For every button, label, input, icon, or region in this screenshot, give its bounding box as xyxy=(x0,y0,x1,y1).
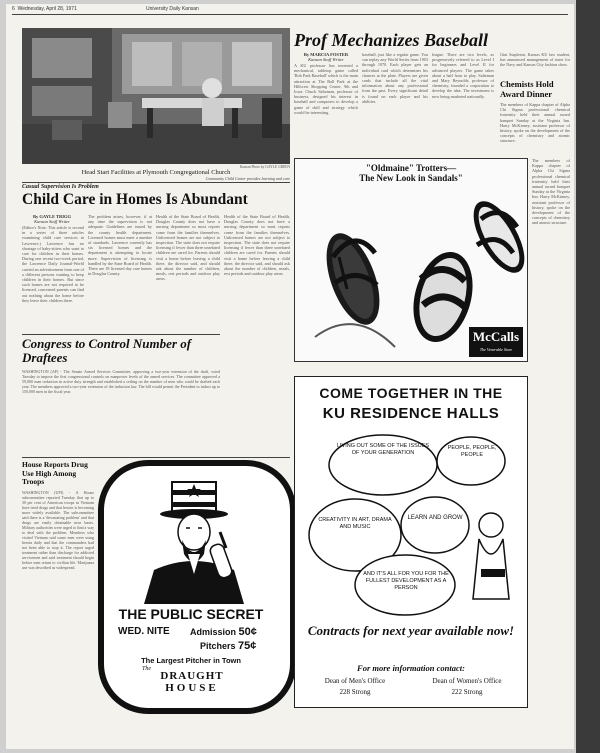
ku-bubble-4: LEARN AND GROW xyxy=(407,515,463,521)
pitchers-label: Pitchers xyxy=(200,641,236,651)
photo-illustration xyxy=(22,28,290,164)
public-secret-headline: THE PUBLIC SECRET xyxy=(118,606,264,622)
sandal-title-line2: The New Look in Sandals" xyxy=(359,173,463,183)
ku-bubble-2: PEOPLE, PEOPLE, PEOPLE xyxy=(447,445,497,458)
congress-body: WASHINGTON (AP) - The Senate Armed Services Committee, approving a two-year extension of the draft, voted Tuesday to impose the first congressional controls on manpower levels of the armed services. The committee approved a 59,000 man reduction in active duty strength and established a ceiling on the number of men who could be drafted each year. The members approved a two-year extension of the induction law. The bill would permit the President to induct up to 150,000 men in the fiscal year. xyxy=(22,369,220,394)
folio-paper: University Daily Kansan xyxy=(146,6,199,12)
drug-headline: House Reports Drug Use High Among Troops xyxy=(22,460,88,486)
wed-nite-label: WED. NITE xyxy=(118,626,170,637)
admission-price: 50¢ xyxy=(238,626,257,638)
child-care-column-3: Health of the State Board of Health, Douglas County does not have a nursing department so most reports come from the families themselves. Unlicensed homes are not subject to inspection. The state does not require licensing if fewer than three unrelated children are cared for. Parents should visit a home before leaving a child there, the director said, and should ask about the number of children, meals, rest periods and outdoor play areas. xyxy=(156,214,220,282)
photo-caption: Head Start Facilities at Plymouth Congregational Church xyxy=(81,169,231,176)
pitcher-tagline: The Largest Pitcher in Town xyxy=(141,656,241,665)
child-care-headline: Child Care in Homes Is Abundant xyxy=(22,191,248,208)
draught-house-logo xyxy=(132,666,252,696)
ku-bubble-3: CREATIVITY IN ART, DRAMA AND MUSIC xyxy=(318,517,392,530)
child-care-rule xyxy=(22,334,220,335)
child-care-byline-role: Kansan Staff Writer xyxy=(34,219,70,224)
baseball-byline: By MARCIA FOSTER xyxy=(303,52,349,57)
ku-more-info: For more information contact: xyxy=(357,663,465,673)
sandal-ad xyxy=(294,158,528,362)
award-body: The members of Kappa chapter of Alpha Chi Sigma professional chemical fraternity held their annual award banquet Sunday at the Virginia Inn. Harry McKinney, assistant professor of history, spoke on the development of the concepts of chemistry and atomic structure. xyxy=(500,102,570,144)
mccalls-logo xyxy=(469,327,523,357)
child-care-kicker: Casual Supervision Is Problem xyxy=(22,184,99,190)
baseball-column-1: A KU professor has invented a mechanical, tabletop game called 'Bob Park Baseball' which is the main attraction at The Ball Park at the Hillcrest Shopping Center, 9th and Iowa. Chuck Saltzman, professor of business, designed his interest in baseball and computers to develop a game of skill and strategy which would be interesting. xyxy=(294,63,358,115)
ku-bubble-1: LIVING OUT SOME OF THE ISSUES OF YOUR GENERATION xyxy=(336,443,430,456)
child-care-column-4: Health of the State Board of Health, Douglas County does not have a nursing department so most reports come from the families themselves. Unlicensed homes are not subject to inspection. The state does not require licensing if fewer than three unrelated children are cared for. Parents should visit a home before leaving a child there, the director said, and should ask about the number of children, meals, rest periods and outdoor play areas. xyxy=(224,214,290,277)
child-care-byline: By GAYLE TRIGG xyxy=(32,214,71,219)
ku-contracts-text: Contracts for next year available now! xyxy=(307,623,515,638)
logo-the: The xyxy=(142,666,151,672)
child-care-column-2: The problem arises, however, if at any time the supervision is not adequate. Guidelines are issued by the county health department. Licensed homes must meet a number of standards. Lawrence currently has six licensed homes and the department is attempting to locate more. Supervision of licensing is handled by the State Board of Health. There are 18 licensed day care homes in Douglas County. xyxy=(88,214,152,277)
child-care-column-1: (Editor's Note: This article is second in a series of three articles examining child care services in Lawrence.) Lawrence has no shortage of baby-sitters who want to care for children in their homes. During one recent two-week period, the Lawrence Daily Journal-World carried an advertisement from one of a different persons wanting to keep children in their homes. But since such homes are not required to be licensed, concerned parents can find out nothing about the home before they leave their children there. xyxy=(22,225,84,303)
ku-room-1: 228 Strong xyxy=(339,688,371,696)
mccalls-sub: The Venerable Store xyxy=(479,347,513,352)
baseball-column-3: league. There are two levels, as progressively referred to as Level I for beginners and Level II for advanced players. The game takes about a half hour to play. Saltzman and Mary Reynolds, professor of chemistry, founded a corporation to develop the idea. The investment is now being marketed nationally. xyxy=(432,52,494,99)
head-start-photo xyxy=(22,28,290,164)
ku-room-2: 222 Strong xyxy=(451,688,483,696)
congress-rule xyxy=(22,457,290,458)
baseball-byline-role: Kansan Staff Writer xyxy=(308,57,344,62)
folio-date: Wednesday, April 28, 1971 xyxy=(17,6,77,12)
mccalls-brand: McCalls xyxy=(472,329,520,344)
admission-row xyxy=(190,626,257,638)
admission-label: Admission xyxy=(190,627,237,637)
baseball-headline: Prof Mechanizes Baseball xyxy=(294,30,489,50)
ku-headline-2: KU RESIDENCE HALLS xyxy=(322,405,500,422)
award-intro: Gini Stapleton, Kansas KU law student, has announced management of sister for the Navy and Kansas City fashion show. xyxy=(500,52,570,68)
pitchers-price: 75¢ xyxy=(238,640,257,652)
ku-residence-ad xyxy=(294,376,528,708)
adjacent-page-edge xyxy=(576,0,600,753)
ku-office-1: Dean of Men's Office xyxy=(324,677,386,685)
baseball-column-2: baseball, just like a regular game. You can replay any World Series from 1903 through 1970. Each player gets an individual card which determines his chances at the plate. Players are given cards that include all the vital information about any professional from the past. Every significant detail is found on each player and his abilities. xyxy=(362,52,428,104)
photo-subcaption: Community Child Center provides learning and care xyxy=(205,176,290,181)
award-headline: Chemists Hold Award Dinner xyxy=(500,79,554,99)
logo-house: HOUSE xyxy=(165,682,219,694)
ku-bubble-5: AND IT'S ALL FOR YOU FOR THE FULLEST DEVELOPMENT AS A PERSON xyxy=(363,571,449,591)
draught-house-ad xyxy=(98,460,296,714)
ku-office-2: Dean of Women's Office xyxy=(432,677,502,685)
page-number: 6 xyxy=(12,6,15,12)
newspaper-page xyxy=(6,4,574,749)
congress-headline: Congress to Control Number of Draftees xyxy=(22,336,192,365)
ku-headline-1: COME TOGETHER IN THE xyxy=(319,385,503,401)
folio-rule xyxy=(12,14,568,15)
pitchers-row xyxy=(200,640,256,652)
drug-body: WASHINGTON (UPI) - A House subcommittee reported Tuesday that up to 30 per cent of American troops in Vietnam have tried drugs and that heroin is becoming more widely available. The subcommittee said there is a 'devastating problem' and that drugs are easily obtainable near bases. Military authorities were urged to find a way to deal with the problem. Members who visited Vietnam said some men were using heroin daily and that the commanders had not been able to stop it. The report urged treatment rather than discharge for addicted servicemen and said treatment should begin before men return to civilian life. Marijuana use was described as widespread. xyxy=(22,490,94,570)
logo-draught: DRAUGHT xyxy=(160,670,224,682)
photo-credit: Kansan Photo by GAYLE GREEN xyxy=(239,165,290,169)
folio-left xyxy=(12,6,77,12)
sandal-title-line1: "Oldmaine" Trotters— xyxy=(365,163,457,173)
award-body-continued: The members of Kappa chapter of Alpha Chi Sigma professional chemical fraternity held their annual award banquet Sunday at the Virginia Inn. Harry McKinney, assistant professor of history, spoke on the development of the concepts of chemistry and atomic structure. xyxy=(532,158,570,226)
photo-rule xyxy=(22,182,290,183)
uncle-sam-illustration xyxy=(134,474,254,604)
